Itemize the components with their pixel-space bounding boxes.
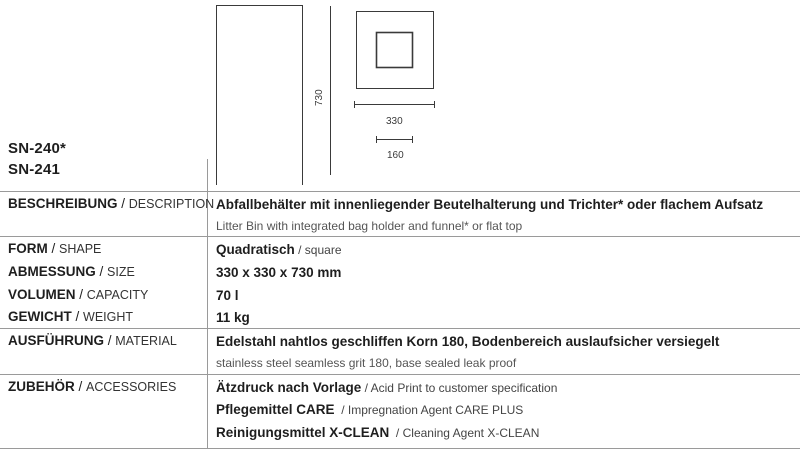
material-label: AUSFÜHRUNG / MATERIAL [8, 333, 177, 348]
material-label-en: MATERIAL [115, 334, 177, 348]
weight-value-text: 11 kg [216, 310, 250, 325]
width-dimension-label: 330 [386, 116, 403, 127]
description-text-de: Abfallbehälter mit innenliegender Beutelhalterung und Trichter* oder flachem Aufsatz [216, 197, 764, 212]
shape-label-en: SHAPE [59, 242, 102, 256]
size-label-de: ABMESSUNG [8, 264, 96, 279]
accessory-name-de: Pflegemittel CARE [216, 402, 335, 417]
weight-label: GEWICHT / WEIGHT [8, 309, 134, 324]
capacity-label: VOLUMEN / CAPACITY [8, 287, 149, 302]
row-divider [0, 328, 800, 329]
height-dimension-label: 730 [314, 89, 325, 106]
shape-label-de: FORM [8, 241, 48, 256]
table-bottom-rule [0, 448, 800, 449]
size-label-en: SIZE [107, 265, 135, 279]
weight-value [216, 309, 250, 327]
capacity-label-de: VOLUMEN [8, 287, 76, 302]
accessories-label: ZUBEHÖR / ACCESSORIES [8, 379, 177, 394]
top-view-outer-rect [357, 12, 434, 89]
row-divider [0, 374, 800, 375]
shape-value-de: Quadratisch [216, 242, 295, 257]
description-value-en: Litter Bin with integrated bag holder and funnel* or flat top [216, 219, 523, 233]
weight-label-en: WEIGHT [83, 310, 134, 324]
technical-drawing [0, 0, 800, 185]
material-value-de [216, 333, 719, 351]
accessories-label-en: ACCESSORIES [86, 380, 177, 394]
description-label: BESCHREIBUNG / DESCRIPTION [8, 196, 215, 211]
material-text-de: Edelstahl nahtlos geschliffen Korn 180, Bodenbereich auslaufsicher versiegelt [216, 334, 720, 349]
material-value-en: stainless steel seamless grit 180, base sealed leak proof [216, 356, 517, 370]
accessories-label-de: ZUBEHÖR [8, 379, 75, 394]
accessory-item: Reinigungsmittel X-CLEAN / Cleaning Agent X-CLEAN [216, 425, 540, 440]
shape-value: Quadratisch / square [216, 242, 342, 257]
material-label-de: AUSFÜHRUNG [8, 333, 104, 348]
accessory-name-de: Ätzdruck nach Vorlage [216, 380, 362, 395]
size-label: ABMESSUNG / SIZE [8, 264, 135, 279]
accessory-name-de: Reinigungsmittel X-CLEAN [216, 425, 390, 440]
size-value [216, 264, 341, 282]
accessory-name-en: Cleaning Agent X-CLEAN [402, 426, 540, 440]
shape-value-en: square [304, 243, 342, 257]
row-divider [0, 236, 800, 237]
description-value-de [216, 196, 763, 214]
capacity-value [216, 287, 239, 305]
capacity-value-text: 70 l [216, 288, 239, 303]
description-label-de: BESCHREIBUNG [8, 196, 118, 211]
accessory-item: Ätzdruck nach Vorlage / Acid Print to customer specification [216, 380, 558, 395]
table-top-rule [0, 191, 800, 192]
description-label-en: DESCRIPTION [128, 197, 215, 211]
accessory-name-en: Impregnation Agent CARE PLUS [347, 403, 524, 417]
model-number-2: SN-241 [8, 161, 61, 178]
accessory-item: Pflegemittel CARE / Impregnation Agent CARE PLUS [216, 402, 524, 417]
size-value-text: 330 x 330 x 730 mm [216, 265, 342, 280]
top-view-opening-rect [377, 33, 413, 68]
shape-label: FORM / SHAPE [8, 241, 102, 256]
capacity-label-en: CAPACITY [86, 288, 149, 302]
accessory-name-en: Acid Print to customer specification [370, 381, 558, 395]
front-view-rect [217, 6, 303, 186]
model-number-1: SN-240* [8, 140, 67, 157]
opening-dimension-label: 160 [387, 150, 404, 161]
weight-label-de: GEWICHT [8, 309, 72, 324]
